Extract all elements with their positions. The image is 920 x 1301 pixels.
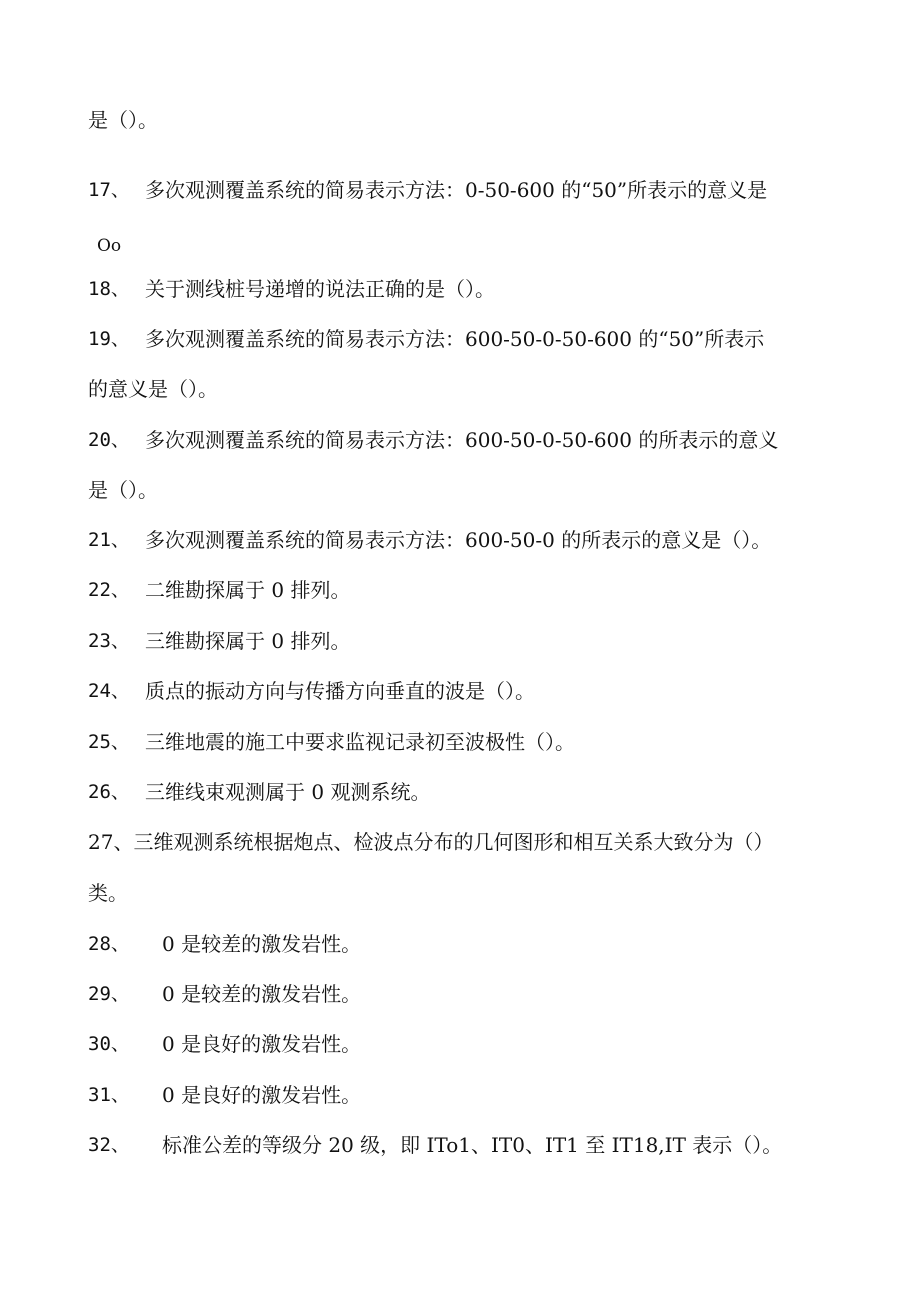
question-text: 三维勘探属于 0 排列。 xyxy=(145,629,351,653)
question-number: 22、 xyxy=(88,579,130,601)
question-number: 17、 xyxy=(88,179,130,201)
line-text: 是（）。 xyxy=(88,478,158,502)
question-number: 19、 xyxy=(88,328,130,350)
line-text: Oo xyxy=(97,236,122,256)
question-text: 关于测线桩号递增的说法正确的是（）。 xyxy=(145,277,495,301)
question-text: 多次观测覆盖系统的简易表示方法：600-50-0-50-600 的所表示的意义 xyxy=(145,428,779,452)
question-number: 31、 xyxy=(88,1084,130,1106)
question-number: 23、 xyxy=(88,630,130,652)
question-number: 29、 xyxy=(88,983,130,1005)
question-text: 质点的振动方向与传播方向垂直的波是（）。 xyxy=(145,679,535,703)
question-text: 标准公差的等级分 20 级，即 ITo1、IT0、IT1 至 IT18,IT 表示（）。 xyxy=(162,1133,783,1157)
question-number: 20、 xyxy=(88,429,130,451)
question-number: 25、 xyxy=(88,731,130,753)
question-number: 32、 xyxy=(88,1134,130,1156)
question-text: 0 是较差的激发岩性。 xyxy=(162,932,362,956)
question-text: 多次观测覆盖系统的简易表示方法：600-50-0 的所表示的意义是（）。 xyxy=(145,528,772,552)
question-number: 28、 xyxy=(88,933,130,955)
question-number: 24、 xyxy=(88,680,130,702)
question-text: 27、三维观测系统根据炮点、检波点分布的几何图形和相互关系大致分为（） xyxy=(88,830,774,854)
question-text: 三维地震的施工中要求监视记录初至波极性（）。 xyxy=(145,730,575,754)
question-number: 18、 xyxy=(88,278,130,300)
question-text: 0 是较差的激发岩性。 xyxy=(162,982,362,1006)
line-text: 是（）。 xyxy=(88,108,158,132)
question-number: 30、 xyxy=(88,1033,130,1055)
question-text: 三维线束观测属于 0 观测系统。 xyxy=(145,780,431,804)
question-number: 21、 xyxy=(88,529,130,551)
line-text: 类。 xyxy=(88,881,128,905)
question-text: 多次观测覆盖系统的简易表示方法：0-50-600 的“50”所表示的意义是 xyxy=(145,178,768,202)
question-text: 多次观测覆盖系统的简易表示方法：600-50-0-50-600 的“50”所表示 xyxy=(145,327,765,351)
question-number: 26、 xyxy=(88,781,130,803)
question-text: 0 是良好的激发岩性。 xyxy=(162,1032,362,1056)
question-text: 二维勘探属于 0 排列。 xyxy=(145,578,351,602)
question-text: 0 是良好的激发岩性。 xyxy=(162,1083,362,1107)
line-text: 的意义是（）。 xyxy=(88,377,218,401)
